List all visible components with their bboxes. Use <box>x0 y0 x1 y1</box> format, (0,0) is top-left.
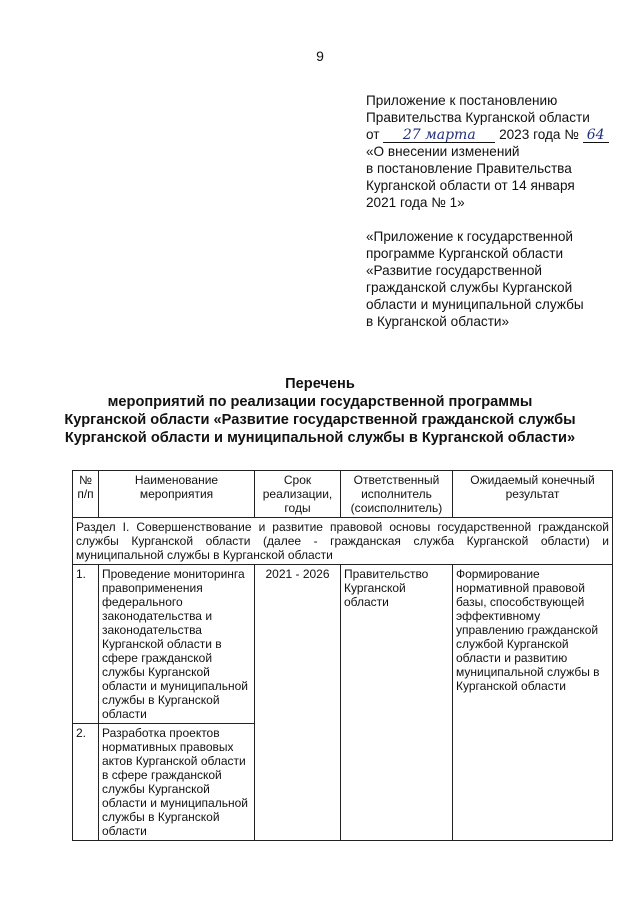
program-line: программе Курганской области <box>366 246 564 261</box>
measures-table <box>72 470 613 841</box>
annex-program <box>366 228 616 330</box>
table-header-row <box>73 471 613 518</box>
subject-line: «О внесении изменений <box>366 144 520 159</box>
section-title: Раздел I. Совершенствование и развитие правовой основы государственной гражданской службы Курганской области (далее - гражданская служба Курганской области) и муниципальной службы в Курганской области <box>73 518 613 565</box>
program-line: области и муниципальной службы <box>366 297 584 312</box>
title-line: Перечень <box>285 376 355 392</box>
annex-header <box>366 92 616 211</box>
subject-line: в постановление Правительства <box>366 161 572 176</box>
col-header-period: Срок реализации, годы <box>255 471 341 518</box>
col-header-executor: Ответственный исполнитель (соисполнитель) <box>341 471 453 518</box>
col-header-name: Наименование мероприятия <box>99 471 255 518</box>
row-name: Проведение мониторинга правоприменения федерального законодательства и законодательства Курганской области в сфере гражданской службы Курганской области и муниципальной службы в Курганской области <box>99 565 255 724</box>
title-line: Курганской области и муниципальной службы в Курганской области» <box>64 430 576 446</box>
row-number: 2. <box>73 724 99 841</box>
row-executor: Правительство Курганской области <box>341 565 453 841</box>
year-text: 2023 года № <box>499 127 579 142</box>
from-label: от <box>366 127 380 142</box>
handwritten-number: 64 <box>583 128 609 143</box>
row-period: 2021 - 2026 <box>255 565 341 841</box>
annex-date-line <box>366 126 616 143</box>
document-title <box>40 375 600 447</box>
col-header-result: Ожидаемый конечный результат <box>453 471 613 518</box>
annex-line-1: Приложение к постановлению <box>366 93 558 108</box>
title-line: мероприятий по реализации государственной программы <box>107 394 533 410</box>
program-line: «Развитие государственной <box>366 263 543 278</box>
annex-line-2: Правительства Курганской области <box>366 110 590 125</box>
page-number: 9 <box>316 48 324 64</box>
program-line: «Приложение к государственной <box>366 229 574 244</box>
table-row <box>73 565 613 724</box>
program-line: в Курганской области» <box>366 314 510 329</box>
row-name: Разработка проектов нормативных правовых актов Курганской области в сфере гражданской службы Курганской области и муниципальной службы в Курганской области <box>99 724 255 841</box>
title-line: Курганской области «Развитие государственной гражданской службы <box>64 412 576 428</box>
col-header-number: № п/п <box>73 471 99 518</box>
handwritten-date: 27 марта <box>383 128 495 143</box>
row-number: 1. <box>73 565 99 724</box>
row-result: Формирование нормативной правовой базы, способствующей эффективному управлению гражданской службой Курганской области и развитию муниципальной службы в Курганской области <box>453 565 613 841</box>
subject-line: 2021 года № 1» <box>366 195 465 210</box>
program-line: гражданской службы Курганской <box>366 280 573 295</box>
subject-line: Курганской области от 14 января <box>366 178 575 193</box>
section-row <box>73 518 613 565</box>
